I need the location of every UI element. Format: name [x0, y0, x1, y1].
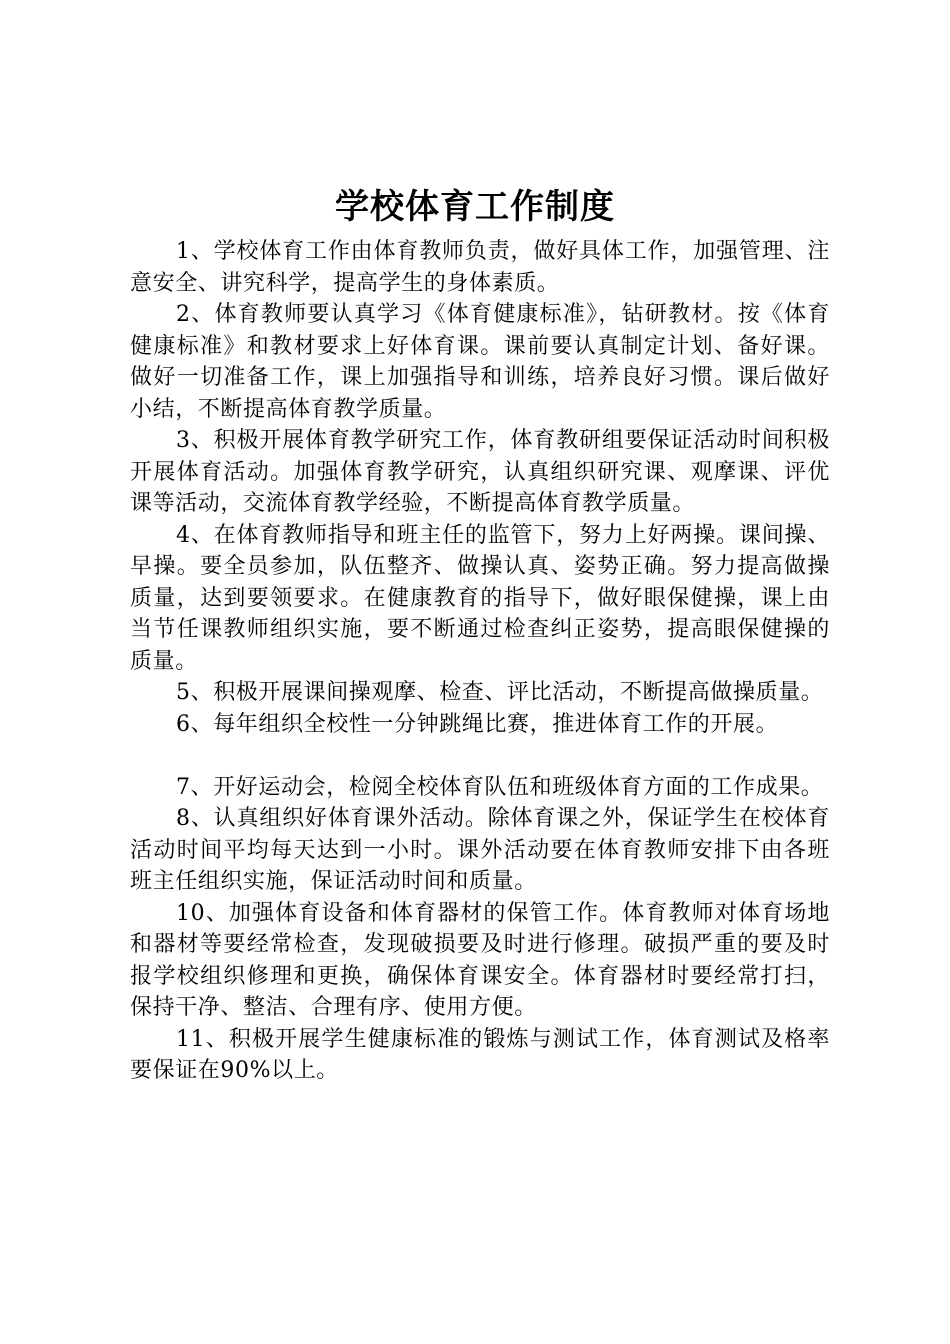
paragraph-4: 4、在体育教师指导和班主任的监管下，努力上好两操。课间操、早操。要全员参加，队伍整齐、做操认真、姿势正确。努力提高做操质量，达到要领要求。在健康教育的指导下，做好眼保健操，课上由当节任课教师组织实施，要不断通过检查纠正姿势，提高眼保健操的质量。: [130, 522, 830, 674]
document-title: 学校体育工作制度: [335, 187, 615, 227]
document-body: [130, 236, 830, 1087]
paragraph-7: 7、开好运动会，检阅全校体育队伍和班级体育方面的工作成果。: [176, 774, 824, 800]
paragraph-2: 2、体育教师要认真学习《体育健康标准》，钻研教材。按《体育健康标准》和教材要求上好体育课。课前要认真制定计划、备好课。做好一切准备工作，课上加强指导和训练，培养良好习惯。课后做好小结，不断提高体育教学质量。: [130, 302, 830, 422]
paragraph-6: 6、每年组织全校性一分钟跳绳比赛，推进体育工作的开展。: [176, 711, 779, 737]
paragraph-5: 5、积极开展课间操观摩、检查、评比活动，不断提高做操质量。: [176, 680, 824, 705]
paragraph-11: 11、积极开展学生健康标准的锻炼与测试工作，体育测试及格率要保证在90%以上。: [130, 1026, 830, 1083]
paragraph-10: 10、加强体育设备和体育器材的保管工作。体育教师对体育场地和器材等要经常检查，发现破损要及时进行修理。破损严重的要及时报学校组织修理和更换，确保体育课安全。体育器材时要经常打扫，保持干净、整洁、合理有序、使用方便。: [130, 900, 830, 1020]
paragraph-1: 1、学校体育工作由体育教师负责，做好具体工作，加强管理、注意安全、讲究科学，提高学生的身体素质。: [130, 239, 830, 296]
paragraph-8: 8、认真组织好体育课外活动。除体育课之外，保证学生在校体育活动时间平均每天达到一小时。课外活动要在体育教师安排下由各班班主任组织实施，保证活动时间和质量。: [130, 806, 830, 894]
paragraph-3: 3、积极开展体育教学研究工作，体育教研组要保证活动时间积极开展体育活动。加强体育教学研究，认真组织研究课、观摩课、评优课等活动，交流体育教学经验，不断提高体育教学质量。: [130, 428, 830, 516]
